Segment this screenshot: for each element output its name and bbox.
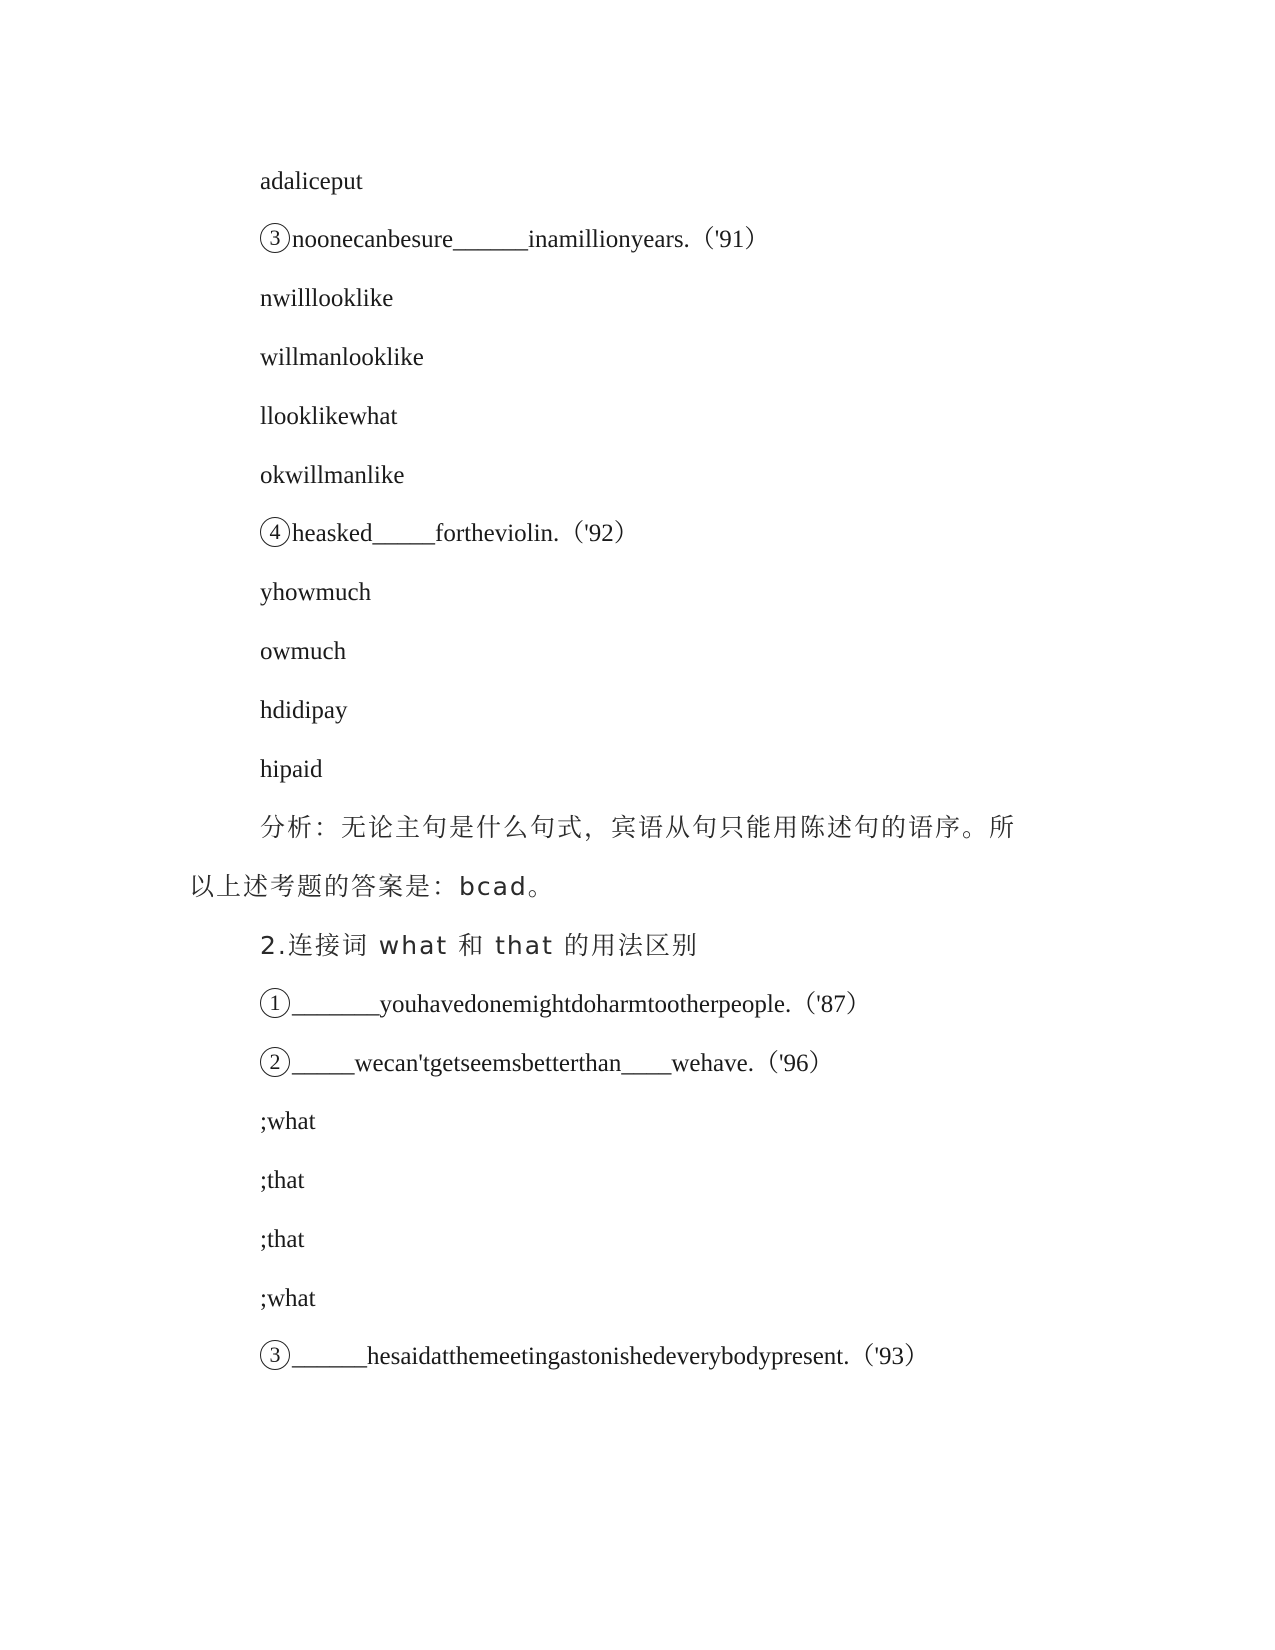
- circled-number: 3: [260, 1340, 290, 1370]
- option-line: ;that: [260, 1167, 305, 1194]
- question-2: 2 _____wecan'tgetseemsbetterthan____wehave.（'96）: [260, 1049, 833, 1080]
- option-line: ;what: [260, 1108, 316, 1135]
- option-line: yhowmuch: [260, 579, 372, 606]
- option-line: ;that: [260, 1226, 305, 1253]
- option-line: willmanlooklike: [260, 344, 424, 371]
- circled-number: 4: [260, 517, 290, 547]
- circled-number: 2: [260, 1047, 290, 1077]
- question-1: 1 _______youhavedonemightdoharmtootherpeople.（'87）: [260, 990, 871, 1021]
- circled-number: 3: [260, 223, 290, 253]
- option-line: llooklikewhat: [260, 403, 398, 430]
- section-heading: 2.连接词 what 和 that 的用法区别: [260, 931, 699, 960]
- option-line: nwilllooklike: [260, 285, 394, 312]
- option-line: okwillmanlike: [260, 462, 405, 489]
- analysis-paragraph: 分析：无论主句是什么句式，宾语从句只能用陈述句的语序。所: [260, 813, 1017, 842]
- analysis-paragraph-continued: 以上述考题的答案是：bcad。: [189, 872, 555, 901]
- question-4: 4 heasked_____fortheviolin.（'92）: [260, 519, 639, 550]
- question-3: 3 noonecanbesure______inamillionyears.（'91）: [260, 225, 769, 256]
- option-line: ;what: [260, 1285, 316, 1312]
- option-line: owmuch: [260, 638, 347, 665]
- option-line: hipaid: [260, 756, 323, 783]
- circled-number: 1: [260, 988, 290, 1018]
- option-line: hdidipay: [260, 697, 348, 724]
- question-3b: 3 ______hesaidatthemeetingastonishedeverybodypresent.（'93）: [260, 1342, 929, 1373]
- option-line: adaliceput: [260, 168, 363, 195]
